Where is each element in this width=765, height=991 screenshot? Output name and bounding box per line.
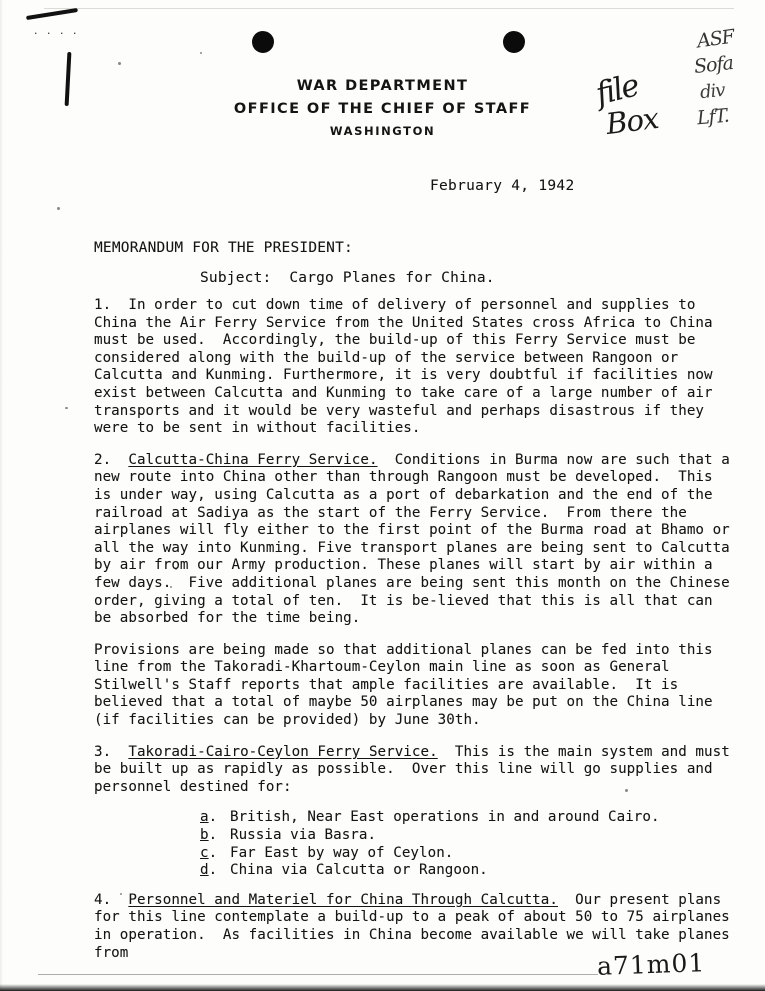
list-item-letter: d. — [200, 862, 218, 879]
paragraph-3 — [94, 743, 739, 797]
paragraph-4-text: Our present plans for this line contemplate a build-up to a peak of about 50 to 75 airplanes in operation. As facilities in China become available we will take planes from — [94, 891, 739, 961]
list-item-text: Russia via Basra. — [230, 827, 377, 844]
list-item — [200, 862, 730, 880]
paragraph-4-number: 4. — [94, 891, 129, 908]
list-item — [200, 809, 730, 827]
list-item — [200, 845, 730, 863]
handwritten-file-note: file — [592, 67, 642, 113]
pen-mark-dots: · · · · — [34, 27, 80, 40]
subject-line — [200, 270, 495, 286]
list-item-text: British, Near East operations in and around Cairo. — [230, 809, 660, 826]
list-item-text: Far East by way of Ceylon. — [230, 844, 454, 861]
page-bottom-edge-shadow — [0, 984, 765, 991]
paragraph-2-number: 2. — [94, 451, 129, 468]
list-item-text: China via Calcutta or Rangoon. — [230, 862, 488, 879]
scan-speck — [200, 52, 202, 54]
list-item-letter: c. — [200, 844, 218, 861]
letterhead-line-war-department: WAR DEPARTMENT — [296, 78, 469, 94]
handwritten-lft-note: LfT. — [696, 104, 730, 130]
letterhead — [0, 78, 765, 138]
paragraph-4-heading: Personnel and Materiel for China Through Calcutta. — [128, 891, 558, 908]
letterhead-line-office-chief-of-staff: OFFICE OF THE CHIEF OF STAFF — [233, 101, 532, 117]
handwritten-div-note: div — [698, 79, 726, 104]
destination-list — [94, 809, 730, 879]
paragraph-3-heading: Takoradi-Cairo-Ceylon Ferry Service. — [128, 743, 438, 760]
paragraph-1: 1. In order to cut down time of delivery of personnel and supplies to China the Air Ferry Service from the United States cross Africa to China must be used. Accordingly, the build-up of this Ferry Service must be considered along with the build-up of the service between Rangoon or Calcutta and Kunming. Furthermore, it is very doubtful if facilities now exist between Calcutta and Kunming to take care of a large number of air transports and it would be very wasteful and perhaps disastrous if they were to be sent in without facilities. — [94, 297, 722, 437]
paragraph-2-text: Conditions in Burma now are such that a new route into China other than through Rangoon must be developed. This is under way, using Calcutta as a port of debarkation and the end of the railroad at Sadiya as the start of the Ferry Service. From there the airplanes will fly either to the first point of the Burma road at Bhamo or all the way into Kunming. Five transport planes are being sent to Calcutta by air from our Army production. These planes will start by air within a few days. Five additional planes are being sent this month on the Chinese order, giving a total of ten. It is be-lieved that this is all that can be absorbed for the time being. — [94, 451, 739, 627]
punch-hole-right — [503, 31, 525, 53]
handwritten-asf-note: ASF — [695, 25, 736, 53]
paragraph-provisions: Provisions are being made so that additional planes can be fed into this line from the Takoradi-Khartoum-Ceylon main line as soon as General Stilwell's Staff reports that ample facilities are available. It is believed that a total of maybe 50 airplanes may be put on the China line (if facilities can be provided) by June 30th. — [94, 641, 722, 729]
memorandum-addressee: MEMORANDUM FOR THE PRESIDENT: — [94, 240, 353, 256]
list-item-letter: b. — [200, 827, 218, 844]
page-top-fold-line — [44, 8, 734, 9]
paragraph-4 — [94, 891, 739, 962]
paragraph-2 — [94, 451, 739, 628]
paragraph-3-text: This is the main system and must be built up as rapidly as possible. Over this line will go supplies and personnel destined for: — [94, 743, 739, 795]
pen-mark-diagonal — [26, 8, 78, 20]
list-item-letter: a. — [200, 809, 218, 826]
document-date: February 4, 1942 — [430, 178, 575, 194]
handwritten-soc-note: Sofa — [692, 52, 734, 78]
scan-speck — [65, 407, 68, 409]
list-item — [200, 827, 730, 845]
page-left-edge-shadow — [0, 0, 3, 991]
scan-speck — [57, 207, 60, 210]
handwritten-box-note: Box — [604, 100, 661, 142]
letterhead-line-washington: WASHINGTON — [329, 124, 436, 138]
punch-hole-left — [252, 31, 274, 53]
paragraph-3-number: 3. — [94, 743, 129, 760]
subject-label: Subject: — [200, 270, 272, 286]
document-body — [94, 297, 739, 976]
subject-text: Cargo Planes for China. — [289, 270, 495, 286]
paragraph-2-heading: Calcutta-China Ferry Service. — [128, 451, 378, 468]
scan-speck — [118, 62, 121, 65]
handwritten-accession-number: a71m01 — [596, 948, 706, 981]
